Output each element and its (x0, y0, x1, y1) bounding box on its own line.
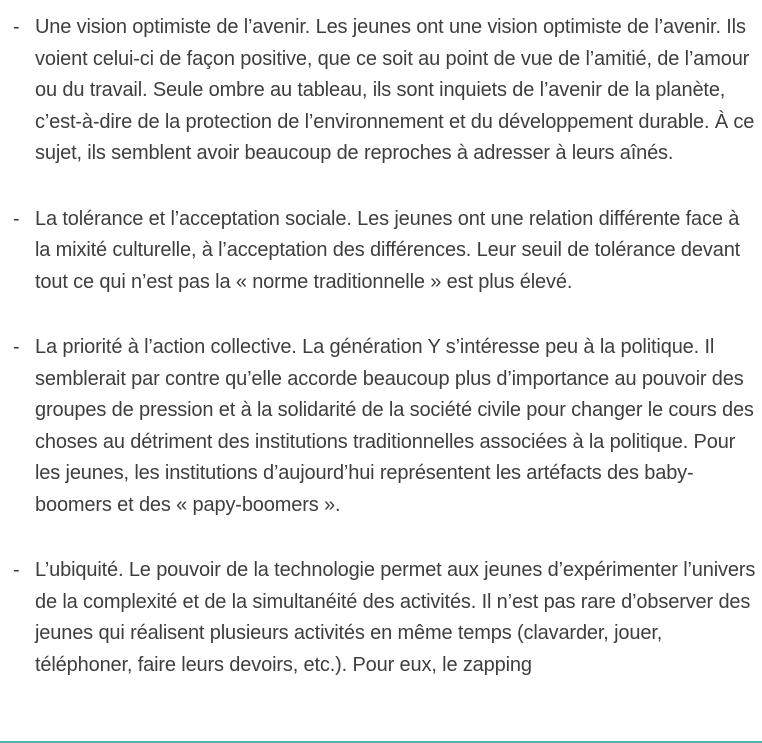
list-item-text: L’ubiquité. Le pouvoir de la technologie permet aux jeunes d’expérimenter l’univers de la complexité et de la simultanéité des activités. Il n’est pas rare d’observer des jeunes qui réalisent plusieurs activités en même temps (clavarder, jouer, téléphoner, faire leurs devoirs, etc.). Pour eux, le zapping (35, 559, 756, 676)
list-item-text: Une vision optimiste de l’avenir. Les jeunes ont une vision optimiste de l’avenir. Ils voient celui-ci de façon positive, que ce soit au point de vue de l’amitié, de l’amour ou du travail. Seule ombre au tableau, ils sont inquiets de l’avenir de la planète, c’est-à-dire de la protection de l’environnement et du développement durable. À ce sujet, ils semblent avoir beaucoup de reproches à adresser à leurs aînés. (35, 16, 755, 164)
bullet-dash: - (13, 16, 20, 38)
list-item-text: La tolérance et l’acceptation sociale. Les jeunes ont une relation différente face à la mixité culturelle, à l’acceptation des différences. Leur seuil de tolérance devant tout ce qui n’est pas la « norme traditionnelle » est plus élevé. (35, 207, 741, 293)
document-body (0, 12, 762, 715)
list-item-optimism (0, 12, 762, 170)
bullet-dash: - (13, 336, 20, 358)
list-item-ubiquity (0, 555, 762, 681)
bullet-dash: - (13, 207, 20, 230)
list-item-tolerance (0, 204, 762, 299)
list-item-text: La priorité à l’action collective. La génération Y s’intéresse peu à la politique. Il semblerait par contre qu’elle accorde beaucoup plus d’importance au pouvoir des groupes de pression et à la solidarité de la société civile pour changer le cours des choses au détriment des institutions traditionnelles associées à la politique. Pour les jeunes, les institutions d’aujourd’hui représentent les artéfacts des baby-boomers et des « papy-boomers ». (35, 336, 754, 516)
bullet-dash: - (13, 559, 20, 581)
list-item-collective-action (0, 332, 762, 521)
